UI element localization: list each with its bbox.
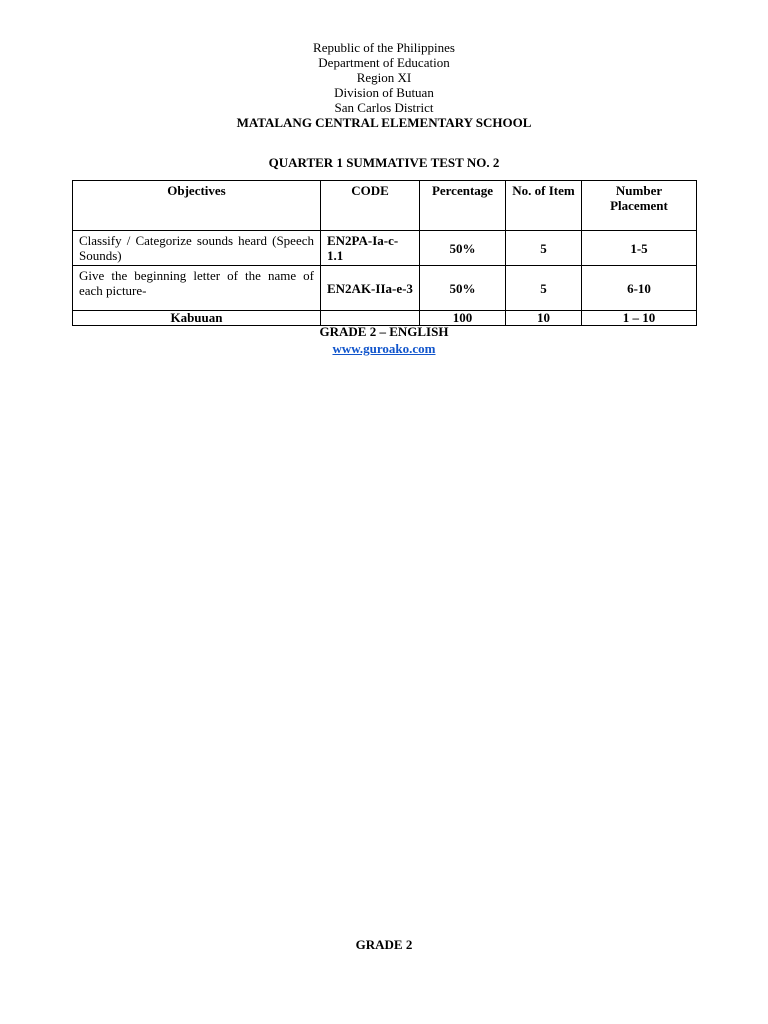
header-code: CODE xyxy=(321,181,420,231)
percentage-cell: 50% xyxy=(420,266,506,311)
code-cell: EN2AK-IIa-e-3 xyxy=(321,266,420,311)
table-row xyxy=(73,266,697,311)
website-link[interactable]: www.guroako.com xyxy=(332,341,436,356)
header-division: Division of Butuan xyxy=(334,85,434,100)
subject-title: GRADE 2 – ENGLISH xyxy=(319,324,449,339)
header-department: Department of Education xyxy=(318,55,450,70)
percentage-cell: 50% xyxy=(420,231,506,266)
total-items: 10 xyxy=(506,311,582,326)
header-country: Republic of the Philippines xyxy=(313,40,455,55)
code-cell: EN2PA-Ia-c-1.1 xyxy=(321,231,420,266)
table-header-row xyxy=(73,181,697,231)
total-placement: 1 – 10 xyxy=(582,311,697,326)
total-percentage: 100 xyxy=(420,311,506,326)
total-label: Kabuuan xyxy=(73,311,321,326)
header-placement: Number Placement xyxy=(582,181,697,231)
placement-cell: 6-10 xyxy=(582,266,697,311)
header-district: San Carlos District xyxy=(334,100,434,115)
header-items: No. of Item xyxy=(506,181,582,231)
objective-cell: Give the beginning letter of the name of each picture- xyxy=(73,266,321,311)
items-cell: 5 xyxy=(506,266,582,311)
school-name: MATALANG CENTRAL ELEMENTARY SCHOOL xyxy=(236,115,532,130)
header-percentage: Percentage xyxy=(420,181,506,231)
header-objectives: Objectives xyxy=(73,181,321,231)
items-cell: 5 xyxy=(506,231,582,266)
header-region: Region XI xyxy=(356,70,412,85)
table-row xyxy=(73,231,697,266)
footer-grade: GRADE 2 xyxy=(355,937,413,952)
table-of-specifications xyxy=(72,180,697,326)
test-title: QUARTER 1 SUMMATIVE TEST NO. 2 xyxy=(268,155,500,170)
placement-cell: 1-5 xyxy=(582,231,697,266)
objective-cell: Classify / Categorize sounds heard (Speech Sounds) xyxy=(73,231,321,266)
